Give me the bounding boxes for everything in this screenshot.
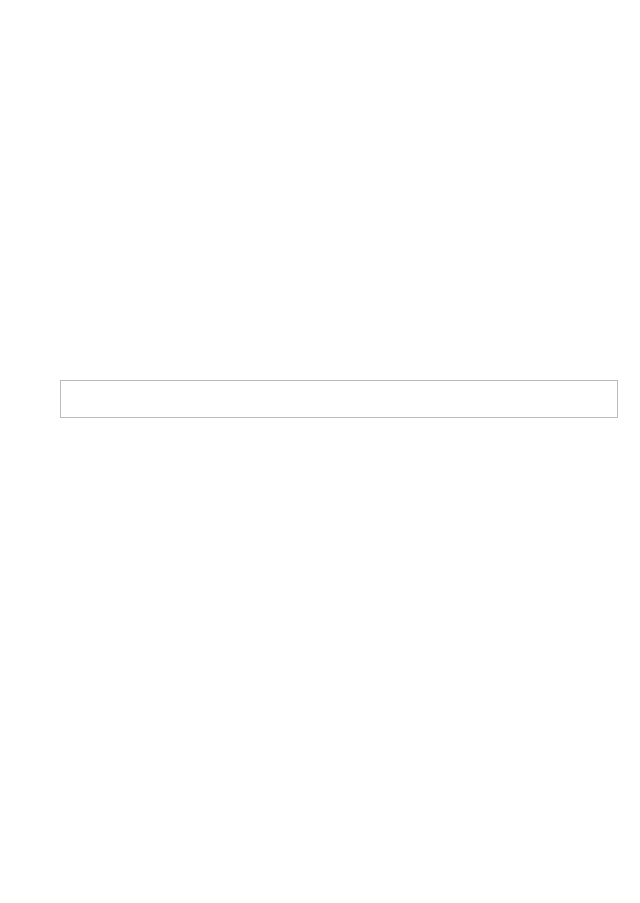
notice-text — [60, 380, 618, 418]
